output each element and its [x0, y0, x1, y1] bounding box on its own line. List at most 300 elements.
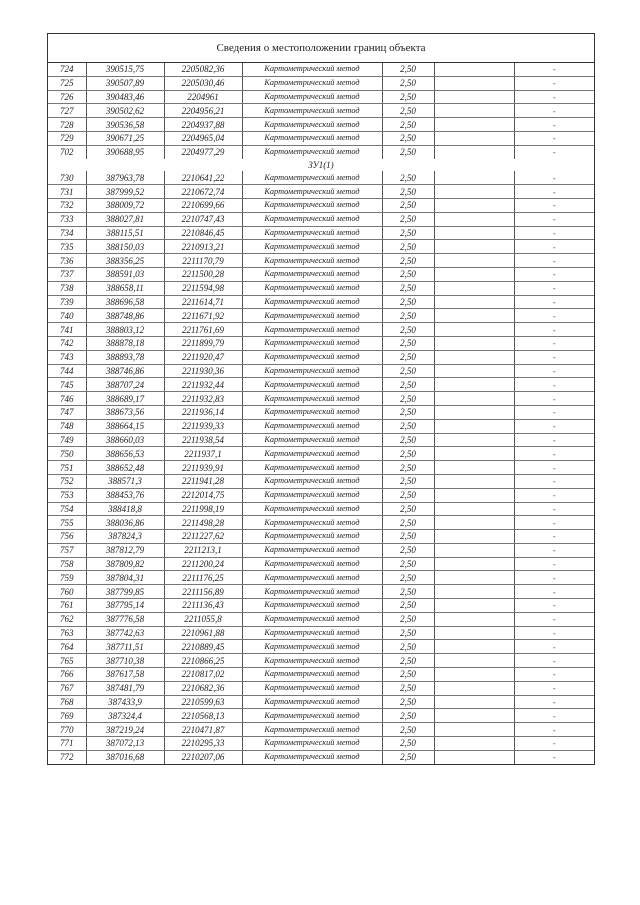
table-row	[48, 709, 594, 723]
coord-y: 2205030,46	[164, 76, 242, 90]
coord-y: 2210568,13	[164, 709, 242, 723]
coord-y: 2211176,25	[164, 571, 242, 585]
method-cell: Картометрический метод	[242, 267, 382, 281]
precision-cell: 2,50	[382, 364, 434, 378]
dash-cell: -	[514, 709, 594, 723]
precision-cell: 2,50	[382, 104, 434, 118]
dash-cell: -	[514, 171, 594, 184]
method-cell: Картометрический метод	[242, 212, 382, 226]
method-cell: Картометрический метод	[242, 185, 382, 199]
coord-y: 2210471,87	[164, 723, 242, 737]
dash-cell: -	[514, 557, 594, 571]
dash-cell: -	[552, 147, 556, 158]
precision-cell: 2,50	[382, 447, 434, 461]
coord-x: 387016,68	[86, 750, 164, 763]
coord-y: 2210682,36	[164, 681, 242, 695]
precision-cell: 2,50	[382, 585, 434, 599]
precision-cell: 2,50	[382, 737, 434, 751]
point-number: 743	[48, 350, 86, 364]
table-row	[48, 171, 594, 184]
dash-cell: -	[514, 336, 594, 350]
point-number: 751	[48, 461, 86, 475]
coord-y: 2211939,33	[164, 419, 242, 433]
table-row	[48, 267, 594, 281]
point-number: 702	[48, 145, 86, 158]
coord-y: 2211614,71	[164, 295, 242, 309]
dash-cell: -	[514, 626, 594, 640]
coord-x: 387710,38	[86, 654, 164, 668]
coord-y: 2211227,62	[164, 530, 242, 544]
coord-y: 2211932,44	[164, 378, 242, 392]
coord-x: 388689,17	[86, 392, 164, 406]
method-cell: Картометрический метод	[242, 378, 382, 392]
coord-y: 2210817,02	[164, 668, 242, 682]
table-row	[48, 681, 594, 695]
coord-x: 388036,86	[86, 516, 164, 530]
point-number: 756	[48, 530, 86, 544]
method-cell: Картометрический метод	[242, 585, 382, 599]
point-number: 746	[48, 392, 86, 406]
dash-cell: -	[514, 543, 594, 557]
method-cell: Картометрический метод	[242, 104, 382, 118]
empty-cell	[434, 378, 514, 392]
coord-y: 2211200,24	[164, 557, 242, 571]
table-row	[48, 640, 594, 654]
coord-y: 2211939,91	[164, 461, 242, 475]
empty-cell	[434, 405, 514, 419]
precision-cell: 2,50	[382, 405, 434, 419]
coord-x: 387617,58	[86, 668, 164, 682]
dash-cell: -	[514, 131, 594, 145]
method-cell: Картометрический метод	[242, 392, 382, 406]
table-row	[48, 433, 594, 447]
empty-cell	[434, 309, 514, 323]
precision-cell: 2,50	[382, 502, 434, 516]
point-number: 766	[48, 668, 86, 682]
method-cell: Картометрический метод	[242, 63, 382, 76]
table-row	[48, 737, 594, 751]
method-cell: Картометрический метод	[242, 433, 382, 447]
precision-cell: 2,50	[382, 323, 434, 337]
point-number: 770	[48, 723, 86, 737]
dash-cell: -	[514, 118, 594, 132]
method-cell: Картометрический метод	[242, 323, 382, 337]
coord-y: 2211213,1	[164, 543, 242, 557]
point-number: 757	[48, 543, 86, 557]
coord-x: 388027,81	[86, 212, 164, 226]
table-row	[48, 557, 594, 571]
table-row	[48, 76, 594, 90]
precision-cell: 2,50	[382, 212, 434, 226]
precision-cell: 2,50	[382, 281, 434, 295]
coord-y: 2211761,69	[164, 323, 242, 337]
point-number: 764	[48, 640, 86, 654]
table-row	[48, 240, 594, 254]
coord-x: 387072,13	[86, 737, 164, 751]
precision-cell: 2,50	[382, 723, 434, 737]
point-number: 737	[48, 267, 86, 281]
table-row	[48, 90, 594, 104]
empty-cell	[434, 226, 514, 240]
empty-cell	[434, 585, 514, 599]
table-row	[48, 185, 594, 199]
coord-x: 388591,03	[86, 267, 164, 281]
table-row	[48, 461, 594, 475]
table-body-bottom	[48, 171, 594, 763]
coord-x: 388453,76	[86, 488, 164, 502]
point-number: 767	[48, 681, 86, 695]
point-number: 759	[48, 571, 86, 585]
empty-cell	[434, 737, 514, 751]
method-cell: Картометрический метод	[242, 640, 382, 654]
section-label: ЗУ1(1)	[308, 159, 334, 170]
method-cell: Картометрический метод	[242, 226, 382, 240]
dash-cell: -	[514, 433, 594, 447]
coord-x: 388658,11	[86, 281, 164, 295]
dash-cell: -	[514, 198, 594, 212]
coord-y: 2211920,47	[164, 350, 242, 364]
table-row	[48, 63, 594, 76]
empty-cell	[434, 336, 514, 350]
method-cell: Картометрический метод	[242, 254, 382, 268]
coord-y: 2211594,98	[164, 281, 242, 295]
coord-x: 388707,24	[86, 378, 164, 392]
precision-cell: 2,50	[382, 419, 434, 433]
coord-x: 388418,8	[86, 502, 164, 516]
coord-y: 2210699,66	[164, 198, 242, 212]
method-cell: Картометрический метод	[242, 474, 382, 488]
method-cell: Картометрический метод	[242, 90, 382, 104]
empty-cell	[434, 281, 514, 295]
table-row	[48, 695, 594, 709]
precision-cell: 2,50	[382, 309, 434, 323]
dash-cell: -	[514, 599, 594, 613]
method-cell: Картометрический метод	[242, 145, 382, 158]
empty-cell	[434, 76, 514, 90]
precision-cell: 2,50	[382, 543, 434, 557]
coord-x: 388664,15	[86, 419, 164, 433]
point-number: 727	[48, 104, 86, 118]
table-row	[48, 599, 594, 613]
dash-cell: -	[514, 254, 594, 268]
empty-cell	[434, 654, 514, 668]
table-row	[48, 668, 594, 682]
point-number: 772	[48, 750, 86, 763]
table-row	[48, 378, 594, 392]
empty-cell	[434, 599, 514, 613]
precision-cell: 2,50	[382, 681, 434, 695]
table-row	[48, 585, 594, 599]
method-cell: Картометрический метод	[242, 599, 382, 613]
precision-cell: 2,50	[382, 198, 434, 212]
coord-y: 2210747,43	[164, 212, 242, 226]
precision-cell: 2,50	[382, 516, 434, 530]
dash-cell: -	[514, 654, 594, 668]
table-row	[48, 543, 594, 557]
dash-cell: -	[514, 90, 594, 104]
empty-cell	[434, 461, 514, 475]
point-number: 732	[48, 198, 86, 212]
coord-y: 2211998,19	[164, 502, 242, 516]
method-cell: Картометрический метод	[242, 118, 382, 132]
point-number: 754	[48, 502, 86, 516]
coord-y: 2211937,1	[164, 447, 242, 461]
precision-cell: 2,50	[382, 118, 434, 132]
dash-cell: -	[514, 63, 594, 76]
point-number: 739	[48, 295, 86, 309]
dash-cell: -	[514, 185, 594, 199]
point-number: 741	[48, 323, 86, 337]
coord-x: 387799,85	[86, 585, 164, 599]
coord-x: 388893,78	[86, 350, 164, 364]
precision-cell: 2,50	[382, 750, 434, 763]
dash-cell: -	[514, 585, 594, 599]
method-cell: Картометрический метод	[242, 488, 382, 502]
dash-cell: -	[514, 488, 594, 502]
table-row	[48, 612, 594, 626]
empty-cell	[434, 323, 514, 337]
method-cell: Картометрический метод	[242, 737, 382, 751]
method-cell: Картометрический метод	[242, 612, 382, 626]
empty-cell	[434, 530, 514, 544]
method-cell: Картометрический метод	[242, 240, 382, 254]
coord-x: 388673,56	[86, 405, 164, 419]
coord-x: 387324,4	[86, 709, 164, 723]
method-cell: Картометрический метод	[242, 171, 382, 184]
precision-cell: 2,50	[382, 557, 434, 571]
coord-y: 2210599,63	[164, 695, 242, 709]
precision-cell: 2,50	[382, 433, 434, 447]
dash-cell: -	[514, 530, 594, 544]
empty-cell	[434, 145, 514, 158]
coord-x: 387795,14	[86, 599, 164, 613]
dash-cell: -	[514, 419, 594, 433]
empty-cell	[434, 350, 514, 364]
coord-y: 2211930,36	[164, 364, 242, 378]
dash-cell: -	[514, 571, 594, 585]
coord-x: 388356,25	[86, 254, 164, 268]
table-row	[48, 447, 594, 461]
precision-cell: 2,50	[382, 654, 434, 668]
point-number: 749	[48, 433, 86, 447]
precision-cell: 2,50	[382, 295, 434, 309]
dash-cell: -	[514, 405, 594, 419]
dash-cell: -	[514, 681, 594, 695]
method-cell: Картометрический метод	[242, 281, 382, 295]
point-number: 735	[48, 240, 86, 254]
method-cell: Картометрический метод	[242, 76, 382, 90]
method-cell: Картометрический метод	[242, 405, 382, 419]
coord-x: 390507,89	[86, 76, 164, 90]
method-cell: Картометрический метод	[242, 668, 382, 682]
point-number: 760	[48, 585, 86, 599]
dash-cell: -	[514, 104, 594, 118]
precision-cell: 2,50	[382, 530, 434, 544]
coord-x: 387481,79	[86, 681, 164, 695]
empty-cell	[434, 104, 514, 118]
coord-x: 388878,18	[86, 336, 164, 350]
dash-cell: -	[514, 240, 594, 254]
method-cell: Картометрический метод	[242, 502, 382, 516]
coord-x: 388571,3	[86, 474, 164, 488]
table-row	[48, 145, 594, 158]
point-number: 725	[48, 76, 86, 90]
method-cell: Картометрический метод	[242, 571, 382, 585]
coord-x: 388746,86	[86, 364, 164, 378]
coord-x: 387812,79	[86, 543, 164, 557]
method-cell: Картометрический метод	[242, 681, 382, 695]
coord-x: 390483,46	[86, 90, 164, 104]
method-cell: Картометрический метод	[242, 626, 382, 640]
coord-y: 2204977,29	[164, 145, 242, 158]
method-cell: Картометрический метод	[242, 709, 382, 723]
table-row	[48, 488, 594, 502]
precision-cell: 2,50	[382, 461, 434, 475]
coord-x: 387963,78	[86, 171, 164, 184]
coord-x: 387824,3	[86, 530, 164, 544]
empty-cell	[434, 640, 514, 654]
coord-y: 2211941,28	[164, 474, 242, 488]
coord-y: 2211498,28	[164, 516, 242, 530]
coord-x: 388660,03	[86, 433, 164, 447]
coord-y: 2204961	[164, 90, 242, 104]
precision-cell: 2,50	[382, 612, 434, 626]
table-row	[48, 474, 594, 488]
coordinates-table	[48, 63, 594, 764]
point-number: 748	[48, 419, 86, 433]
precision-cell: 2,50	[382, 63, 434, 76]
coord-y: 2211136,43	[164, 599, 242, 613]
dash-cell: -	[514, 212, 594, 226]
precision-cell: 2,50	[382, 599, 434, 613]
precision-cell: 2,50	[382, 571, 434, 585]
point-number: 738	[48, 281, 86, 295]
point-number: 736	[48, 254, 86, 268]
coord-y: 2210913,21	[164, 240, 242, 254]
table-row	[48, 654, 594, 668]
coord-x: 388115,51	[86, 226, 164, 240]
table-row	[48, 364, 594, 378]
point-number: 726	[48, 90, 86, 104]
dash-cell: -	[514, 502, 594, 516]
coord-x: 388803,12	[86, 323, 164, 337]
point-number: 750	[48, 447, 86, 461]
coord-y: 2210866,25	[164, 654, 242, 668]
coord-x: 387742,63	[86, 626, 164, 640]
coord-y: 2211170,79	[164, 254, 242, 268]
empty-cell	[434, 185, 514, 199]
method-cell: Картометрический метод	[242, 695, 382, 709]
method-cell: Картометрический метод	[242, 461, 382, 475]
method-cell: Картометрический метод	[242, 750, 382, 763]
coord-y: 2204956,21	[164, 104, 242, 118]
coord-x: 390515,75	[86, 63, 164, 76]
table-row	[48, 530, 594, 544]
precision-cell: 2,50	[382, 668, 434, 682]
empty-cell	[434, 516, 514, 530]
table-row	[48, 118, 594, 132]
point-number: 730	[48, 171, 86, 184]
coord-y: 2212014,75	[164, 488, 242, 502]
dash-cell: -	[514, 309, 594, 323]
coord-y: 2211938,54	[164, 433, 242, 447]
precision-cell: 2,50	[382, 76, 434, 90]
point-number: 753	[48, 488, 86, 502]
table-row	[48, 104, 594, 118]
empty-cell	[434, 502, 514, 516]
empty-cell	[434, 118, 514, 132]
coord-x: 388150,03	[86, 240, 164, 254]
coord-y: 2211936,14	[164, 405, 242, 419]
empty-cell	[434, 668, 514, 682]
precision-cell: 2,50	[382, 474, 434, 488]
empty-cell	[434, 571, 514, 585]
precision-cell: 2,50	[382, 226, 434, 240]
coord-x: 390671,25	[86, 131, 164, 145]
empty-cell	[434, 198, 514, 212]
precision-cell: 2,50	[382, 695, 434, 709]
precision-cell: 2,50	[382, 267, 434, 281]
coord-y: 2210889,45	[164, 640, 242, 654]
coord-x: 387219,24	[86, 723, 164, 737]
empty-cell	[434, 212, 514, 226]
point-number: 745	[48, 378, 86, 392]
empty-cell	[434, 474, 514, 488]
point-number: 755	[48, 516, 86, 530]
table-row	[48, 295, 594, 309]
coord-x: 388696,58	[86, 295, 164, 309]
dash-cell: -	[514, 323, 594, 337]
table-row	[48, 212, 594, 226]
precision-cell: 2,50	[382, 709, 434, 723]
method-cell: Картометрический метод	[242, 419, 382, 433]
point-number: 731	[48, 185, 86, 199]
coord-y: 2204965,04	[164, 131, 242, 145]
table-row	[48, 502, 594, 516]
coord-y: 2211156,89	[164, 585, 242, 599]
method-cell: Картометрический метод	[242, 309, 382, 323]
coord-y: 2211932,83	[164, 392, 242, 406]
empty-cell	[434, 90, 514, 104]
coord-x: 390688,95	[86, 145, 164, 158]
point-number: 761	[48, 599, 86, 613]
empty-cell	[434, 254, 514, 268]
dash-cell: -	[514, 226, 594, 240]
method-cell: Картометрический метод	[242, 364, 382, 378]
precision-cell: 2,50	[382, 378, 434, 392]
dash-cell: -	[514, 516, 594, 530]
table-row	[48, 571, 594, 585]
coord-x: 387804,31	[86, 571, 164, 585]
empty-cell	[434, 447, 514, 461]
table-row	[48, 131, 594, 145]
method-cell: Картометрический метод	[242, 131, 382, 145]
table-row	[48, 281, 594, 295]
coord-x: 388748,86	[86, 309, 164, 323]
table-row	[48, 309, 594, 323]
precision-cell: 2,50	[382, 488, 434, 502]
table-row	[48, 626, 594, 640]
method-cell: Картометрический метод	[242, 654, 382, 668]
precision-cell: 2,50	[382, 640, 434, 654]
section-header-body	[48, 159, 594, 172]
dash-cell: -	[514, 737, 594, 751]
point-number: 744	[48, 364, 86, 378]
precision-cell: 2,50	[382, 171, 434, 184]
empty-cell	[434, 63, 514, 76]
method-cell: Картометрический метод	[242, 723, 382, 737]
table-row	[48, 350, 594, 364]
